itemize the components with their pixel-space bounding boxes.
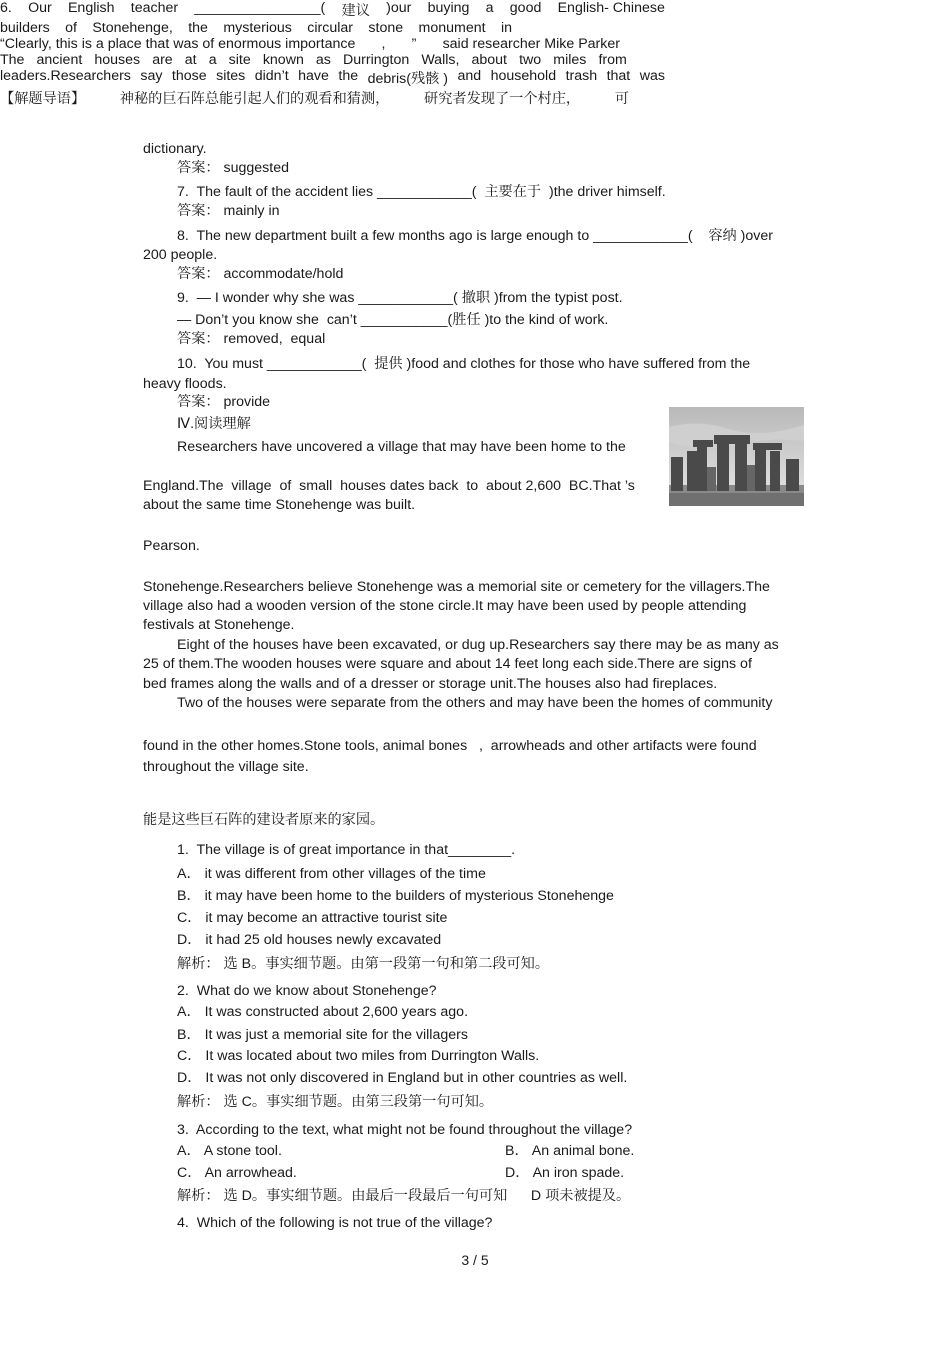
text: about: [471, 52, 508, 68]
text: have: [298, 68, 329, 84]
p1-line1: Researchers have uncovered a village that may have been home to the: [177, 439, 626, 455]
text: ,: [381, 36, 386, 52]
text: houses: [94, 52, 141, 68]
q6-number: 6.: [0, 0, 12, 16]
p4-line1: Eight of the houses have been excavated, or dug up.Researchers say there may be as many as: [177, 637, 779, 653]
q1-option-d: D． it had 25 old houses newly excavated: [177, 932, 442, 948]
text: a: [208, 52, 217, 68]
text: Our: [28, 0, 52, 16]
q2-option-b: B． It was just a memorial site for the villagers: [177, 1027, 468, 1043]
text: say: [140, 68, 163, 84]
p3-line1: [0, 52, 627, 68]
q1-explanation: 解析： 选 B。事实细节题。由第一段第一句和第二段可知。: [177, 956, 550, 972]
p5-line3: found in the other homes.Stone tools, animal bones , arrowheads and other artifacts were found: [143, 738, 757, 754]
text: household: [490, 68, 557, 84]
p3-line2: Stonehenge.Researchers believe Stonehenge was a memorial site or cemetery for the villagers.The: [143, 579, 770, 595]
section-title: Ⅳ.阅读理解: [177, 416, 251, 432]
text: didn’t: [254, 68, 289, 84]
text: The: [0, 52, 25, 68]
text: at: [184, 52, 197, 68]
text: in: [500, 20, 512, 36]
text: those: [171, 68, 207, 84]
q3-option-d: D． An iron spade.: [505, 1165, 625, 1181]
p3-line3: village also had a wooden version of the stone circle.It may have been used by people attending: [143, 598, 747, 614]
q1-option-b: B． it may have been home to the builders of mysterious Stonehenge: [177, 888, 614, 904]
q2-option-c: C． It was located about two miles from Durrington Walls.: [177, 1048, 540, 1064]
q4-stem: 4. Which of the following is not true of the village?: [177, 1215, 493, 1231]
page-number: 3 / 5: [461, 1252, 489, 1268]
p1-line2: [0, 20, 512, 36]
text: mysterious: [223, 20, 292, 36]
q9-line2: — Don’t you know she can’t ___________(胜任 )to the kind of work.: [177, 312, 609, 328]
q1-stem: 1. The village is of great importance in that________.: [177, 842, 516, 858]
text: was: [639, 68, 665, 84]
text: 可: [614, 91, 629, 107]
text: ”: [411, 36, 417, 52]
q9-text: 9. — I wonder why she was ____________( 撤职 )from the typist post.: [177, 290, 623, 306]
q7-text: 7. The fault of the accident lies ____________( 主要在于 )the driver himself.: [177, 184, 666, 200]
text: leaders.Researchers: [0, 68, 131, 84]
text: known: [262, 52, 304, 68]
q3-option-c: C． An arrowhead.: [177, 1165, 297, 1181]
text: 神秘的巨石阵总能引起人们的观看和猜测，: [119, 91, 390, 107]
q3-stem: 3. According to the text, what might not be found throughout the village?: [177, 1122, 633, 1138]
q7-answer: 答案： mainly in: [177, 203, 280, 219]
text: “Clearly, this is a place that was of enormous importance: [0, 36, 356, 52]
p5-line2: [0, 68, 665, 88]
q3-option-a: A． A stone tool.: [177, 1143, 282, 1159]
text: monument: [418, 20, 486, 36]
p4-line2: 25 of them.The wooden houses were square and about 14 feet long each side.There are signs of: [143, 656, 752, 672]
text: from: [598, 52, 627, 68]
q2-option-d: D． It was not only discovered in England but in other countries as well.: [177, 1070, 628, 1086]
text: ________________(: [194, 0, 326, 16]
q8-text: 8. The new department built a few months ago is large enough to ____________( 容纳 )over: [177, 228, 773, 244]
text: sites: [216, 68, 246, 84]
text: stone: [368, 20, 404, 36]
q6-line1: [0, 0, 665, 20]
text: site: [228, 52, 251, 68]
text: two: [519, 52, 542, 68]
q10-text: 10. You must ____________( 提供 )food and clothes for those who have suffered from the: [177, 356, 751, 372]
q10-line2: heavy floods.: [143, 376, 227, 392]
text: ancient: [36, 52, 83, 68]
text: buying: [427, 0, 470, 16]
text: 【解题导语】: [0, 91, 86, 107]
q9-answer: 答案： removed, equal: [177, 331, 326, 347]
text: trash: [565, 68, 598, 84]
text: said researcher Mike Parker: [442, 36, 620, 52]
q2-explanation: 解析： 选 C。事实细节题。由第三段第一句可知。: [177, 1094, 494, 1110]
text: are: [152, 52, 173, 68]
text: English- Chinese: [557, 0, 665, 16]
q1-option-c: C． it may become an attractive tourist site: [177, 910, 448, 926]
q3-explanation: 解析： 选 D。事实细节题。由最后一段最后一句可知 D 项未被提及。: [177, 1188, 631, 1204]
text: Walls,: [421, 52, 460, 68]
text: 建议: [341, 3, 370, 19]
text: circular: [307, 20, 354, 36]
stonehenge-image: [669, 407, 804, 506]
p1-line3: England.The village of small houses dates back to about 2,600 BC.That ’s: [143, 478, 635, 494]
text: that: [606, 68, 631, 84]
guide-line1: [0, 88, 629, 108]
text: debris(残骸 ): [367, 71, 448, 87]
text: English: [67, 0, 115, 16]
text: Stonehenge,: [92, 20, 173, 36]
p5-line1: Two of the houses were separate from the others and may have been the homes of community: [177, 695, 773, 711]
p2-line1: [0, 36, 620, 52]
p1-line4: about the same time Stonehenge was built.: [143, 497, 416, 513]
guide-line2: 能是这些巨石阵的建设者原来的家园。: [143, 812, 385, 828]
text: miles: [553, 52, 587, 68]
q8-line2: 200 people.: [143, 247, 218, 263]
text: and: [457, 68, 482, 84]
q2-option-a: A． It was constructed about 2,600 years ago.: [177, 1004, 469, 1020]
q8-answer: 答案： accommodate/hold: [177, 266, 344, 282]
p4-line3: bed frames along the walls and of a dresser or storage unit.The houses also had fireplaces.: [143, 676, 718, 692]
p3-line4: festivals at Stonehenge.: [143, 617, 295, 633]
p2-line2: Pearson.: [143, 538, 200, 554]
text: as: [315, 52, 331, 68]
q2-stem: 2. What do we know about Stonehenge?: [177, 983, 437, 999]
q10-answer: 答案： provide: [177, 394, 271, 410]
text: teacher: [130, 0, 179, 16]
text: )our: [386, 0, 412, 16]
text: a: [485, 0, 494, 16]
q1-option-a: A． it was different from other villages of the time: [177, 866, 486, 882]
q3-option-b: B． An animal bone.: [505, 1143, 635, 1159]
text: the: [188, 20, 208, 36]
text: the: [338, 68, 359, 84]
text: Durrington: [342, 52, 410, 68]
text: builders: [0, 20, 50, 36]
text: good: [509, 0, 542, 16]
q6-line2: dictionary.: [143, 141, 207, 157]
q6-answer: 答案： suggested: [177, 160, 289, 176]
p5-line4: throughout the village site.: [143, 759, 309, 775]
text: of: [65, 20, 77, 36]
text: 研究者发现了一个村庄，: [424, 91, 581, 107]
